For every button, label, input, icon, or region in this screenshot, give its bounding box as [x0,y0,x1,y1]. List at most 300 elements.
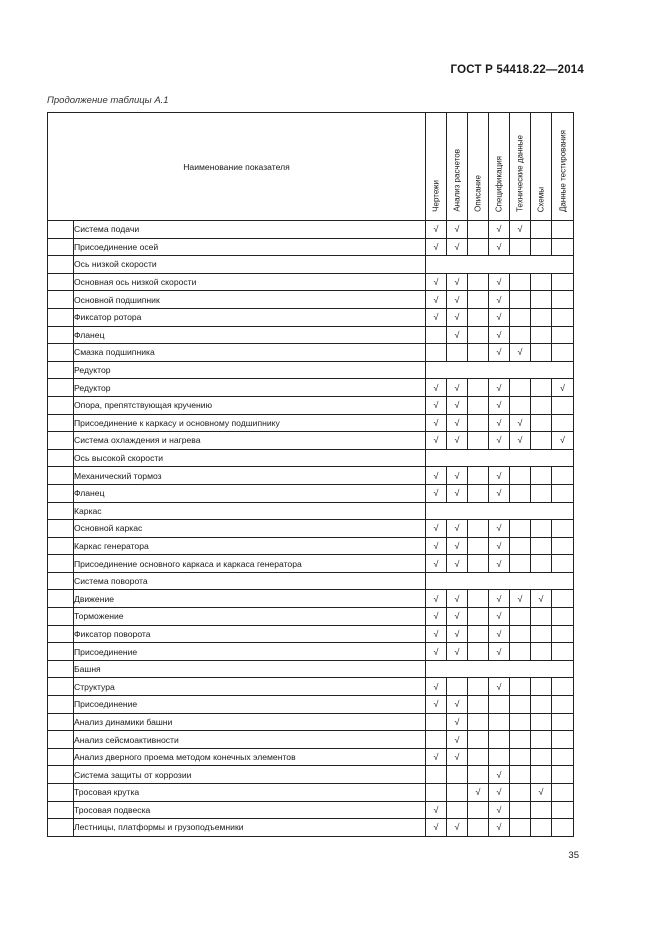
check-mark-cell [552,784,574,802]
check-mark-cell: √ [426,819,447,837]
check-mark-cell [426,784,447,802]
check-mark-cell [552,291,574,309]
check-mark-cell: √ [447,484,468,502]
check-mark-cell [468,748,489,766]
row-name-cell: Фланец [74,326,426,344]
check-mark-cell: √ [447,713,468,731]
row-name-cell: Тросовая крутка [74,784,426,802]
check-mark-cell [468,238,489,256]
column-header-description: Описание [468,113,489,221]
check-mark-cell [531,696,552,714]
check-mark-cell [552,748,574,766]
check-mark-cell [531,819,552,837]
column-header-schemes: Схемы [531,113,552,221]
check-mark-cell: √ [552,379,574,397]
check-mark-cell: √ [426,537,447,555]
check-mark-cell: √ [510,344,531,362]
document-code: ГОСТ Р 54418.22—2014 [450,64,584,76]
check-mark-cell [552,326,574,344]
check-mark-cell: √ [447,308,468,326]
check-mark-cell: √ [510,432,531,450]
check-mark-cell [468,396,489,414]
check-mark-cell: √ [447,608,468,626]
column-header-calculations: Анализ расчетов [447,113,468,221]
row-name-cell: Присоединение [74,643,426,661]
table-row [48,432,574,450]
check-mark-cell: √ [447,379,468,397]
check-mark-cell [510,801,531,819]
check-mark-cell: √ [426,748,447,766]
check-mark-cell: √ [489,396,510,414]
check-mark-cell [510,713,531,731]
check-mark-cell: √ [426,308,447,326]
row-number-cell [48,696,74,714]
row-name-cell: Каркас [74,502,426,520]
group-empty-cell [426,502,574,520]
row-number-cell [48,256,74,274]
row-name-cell: Ось низкой скорости [74,256,426,274]
check-mark-cell [531,432,552,450]
row-number-cell [48,361,74,379]
check-mark-cell [468,344,489,362]
table-row [48,273,574,291]
row-number-cell [48,590,74,608]
check-mark-cell [531,326,552,344]
check-mark-cell [426,766,447,784]
check-mark-cell [510,520,531,538]
check-mark-cell: √ [489,801,510,819]
row-number-cell [48,766,74,784]
row-number-cell [48,344,74,362]
check-mark-cell: √ [426,273,447,291]
check-mark-cell: √ [426,396,447,414]
check-mark-cell [468,537,489,555]
check-mark-cell: √ [489,520,510,538]
row-number-cell [48,238,74,256]
table-row [48,608,574,626]
check-mark-cell: √ [426,590,447,608]
check-mark-cell: √ [447,555,468,573]
table-row [48,291,574,309]
check-mark-cell: √ [447,696,468,714]
check-mark-cell [510,537,531,555]
row-name-cell: Ось высокой скорости [74,449,426,467]
check-mark-cell [447,344,468,362]
table-row [48,590,574,608]
row-number-cell [48,414,74,432]
check-mark-cell [531,625,552,643]
row-name-cell: Анализ динамики башни [74,713,426,731]
check-mark-cell: √ [447,537,468,555]
check-mark-cell: √ [447,432,468,450]
check-mark-cell: √ [447,643,468,661]
check-mark-cell [426,326,447,344]
table-row [48,819,574,837]
table-group-row [48,361,574,379]
table-row [48,344,574,362]
check-mark-cell: √ [510,414,531,432]
row-name-cell: Движение [74,590,426,608]
check-mark-cell: √ [426,291,447,309]
check-mark-cell [552,643,574,661]
row-name-cell: Основной подшипник [74,291,426,309]
table-row [48,326,574,344]
name-column-header: Наименование показателя [48,113,426,221]
check-mark-cell [510,326,531,344]
check-mark-cell [468,467,489,485]
column-header-test-data: Данные тестирования [552,113,574,221]
row-name-cell: Присоединение осей [74,238,426,256]
check-mark-cell: √ [489,678,510,696]
check-mark-cell [552,273,574,291]
row-number-cell [48,484,74,502]
check-mark-cell: √ [426,678,447,696]
check-mark-cell [468,625,489,643]
check-mark-cell [468,379,489,397]
row-name-cell: Система защиты от коррозии [74,766,426,784]
check-mark-cell [447,766,468,784]
row-number-cell [48,396,74,414]
table-row [48,414,574,432]
check-mark-cell: √ [447,396,468,414]
check-mark-cell [552,484,574,502]
row-number-cell [48,308,74,326]
check-mark-cell [510,396,531,414]
row-name-cell: Редуктор [74,379,426,397]
row-name-cell: Присоединение к каркасу и основному подшипнику [74,414,426,432]
table-row [48,643,574,661]
check-mark-cell: √ [447,414,468,432]
check-mark-cell: √ [447,326,468,344]
check-mark-cell: √ [447,467,468,485]
check-mark-cell: √ [426,520,447,538]
check-mark-cell: √ [426,801,447,819]
check-mark-cell: √ [489,590,510,608]
row-name-cell: Редуктор [74,361,426,379]
row-name-cell: Система поворота [74,572,426,590]
check-mark-cell [552,396,574,414]
table-row [48,713,574,731]
check-mark-cell: √ [447,221,468,239]
check-mark-cell [531,484,552,502]
check-mark-cell [552,590,574,608]
column-header-specification: Спецификация [489,113,510,221]
row-number-cell [48,379,74,397]
row-number-cell [48,555,74,573]
row-number-cell [48,784,74,802]
check-mark-cell [426,344,447,362]
check-mark-cell: √ [489,326,510,344]
check-mark-cell [552,731,574,749]
column-header-technical-data: Технические данные [510,113,531,221]
check-mark-cell [489,731,510,749]
check-mark-cell [468,608,489,626]
row-number-cell [48,537,74,555]
check-mark-cell [468,555,489,573]
check-mark-cell [510,291,531,309]
row-name-cell: Анализ сейсмоактивности [74,731,426,749]
check-mark-cell [552,537,574,555]
check-mark-cell: √ [426,608,447,626]
check-mark-cell [468,326,489,344]
check-mark-cell: √ [489,238,510,256]
check-mark-cell [510,748,531,766]
check-mark-cell: √ [489,643,510,661]
check-mark-cell: √ [489,273,510,291]
check-mark-cell [426,731,447,749]
check-mark-cell [531,748,552,766]
check-mark-cell: √ [447,238,468,256]
row-number-cell [48,273,74,291]
check-mark-cell [510,678,531,696]
table-row [48,555,574,573]
check-mark-cell [468,221,489,239]
check-mark-cell [468,696,489,714]
table-row [48,238,574,256]
table-row [48,784,574,802]
row-number-cell [48,467,74,485]
row-number-cell [48,221,74,239]
check-mark-cell [552,801,574,819]
check-mark-cell: √ [489,467,510,485]
check-mark-cell: √ [447,819,468,837]
check-mark-cell: √ [489,432,510,450]
check-mark-cell [510,555,531,573]
row-name-cell: Система подачи [74,221,426,239]
check-mark-cell [552,625,574,643]
check-mark-cell: √ [426,414,447,432]
check-mark-cell: √ [489,484,510,502]
check-mark-cell: √ [489,625,510,643]
row-name-cell: Основной каркас [74,520,426,538]
check-mark-cell [468,484,489,502]
check-mark-cell [552,713,574,731]
page-number: 35 [568,850,579,861]
check-mark-cell [531,678,552,696]
check-mark-cell: √ [489,555,510,573]
check-mark-cell [552,344,574,362]
row-number-cell [48,291,74,309]
check-mark-cell [531,396,552,414]
check-mark-cell: √ [447,291,468,309]
check-mark-cell: √ [426,379,447,397]
check-mark-cell [552,766,574,784]
row-number-cell [48,731,74,749]
row-number-cell [48,608,74,626]
check-mark-cell [489,696,510,714]
table-row [48,766,574,784]
row-number-cell [48,625,74,643]
table-row [48,696,574,714]
row-number-cell [48,502,74,520]
check-mark-cell [510,608,531,626]
check-mark-cell: √ [489,766,510,784]
check-mark-cell: √ [489,819,510,837]
check-mark-cell [468,731,489,749]
check-mark-cell: √ [510,221,531,239]
check-mark-cell [510,273,531,291]
row-name-cell: Торможение [74,608,426,626]
check-mark-cell [531,467,552,485]
table-row [48,467,574,485]
check-mark-cell: √ [489,221,510,239]
check-mark-cell: √ [426,221,447,239]
table-group-row [48,660,574,678]
check-mark-cell [447,784,468,802]
check-mark-cell: √ [426,696,447,714]
check-mark-cell [552,414,574,432]
check-mark-cell [552,520,574,538]
check-mark-cell [468,291,489,309]
table-row [48,537,574,555]
check-mark-cell [552,221,574,239]
check-mark-cell [510,625,531,643]
row-name-cell: Фиксатор поворота [74,625,426,643]
table-row [48,801,574,819]
check-mark-cell: √ [531,784,552,802]
table-caption: Продолжение таблицы А.1 [47,95,169,106]
row-name-cell: Механический тормоз [74,467,426,485]
check-mark-cell [531,537,552,555]
check-mark-cell [510,643,531,661]
check-mark-cell [510,308,531,326]
check-mark-cell [552,308,574,326]
check-mark-cell [510,731,531,749]
check-mark-cell [489,748,510,766]
check-mark-cell [531,238,552,256]
row-name-cell: Присоединение [74,696,426,714]
row-name-cell: Фланец [74,484,426,502]
check-mark-cell: √ [447,625,468,643]
check-mark-cell: √ [447,748,468,766]
group-empty-cell [426,572,574,590]
table-group-row [48,502,574,520]
check-mark-cell: √ [552,432,574,450]
check-mark-cell [468,432,489,450]
row-name-cell: Опора, препятствующая кручению [74,396,426,414]
check-mark-cell [531,766,552,784]
check-mark-cell [510,379,531,397]
check-mark-cell: √ [447,731,468,749]
check-mark-cell [531,273,552,291]
group-empty-cell [426,449,574,467]
check-mark-cell: √ [489,308,510,326]
check-mark-cell: √ [489,291,510,309]
table-row [48,396,574,414]
row-number-cell [48,801,74,819]
check-mark-cell: √ [426,484,447,502]
row-number-cell [48,449,74,467]
group-empty-cell [426,660,574,678]
check-mark-cell [468,713,489,731]
check-mark-cell [510,819,531,837]
check-mark-cell: √ [447,520,468,538]
check-mark-cell [531,555,552,573]
row-number-cell [48,748,74,766]
check-mark-cell [531,379,552,397]
row-number-cell [48,432,74,450]
row-name-cell: Основная ось низкой скорости [74,273,426,291]
check-mark-cell [531,221,552,239]
check-mark-cell [468,308,489,326]
check-mark-cell [468,643,489,661]
check-mark-cell [531,308,552,326]
check-mark-cell: √ [426,238,447,256]
check-mark-cell [468,273,489,291]
check-mark-cell: √ [489,537,510,555]
row-number-cell [48,678,74,696]
row-number-cell [48,660,74,678]
row-number-cell [48,713,74,731]
row-name-cell: Башня [74,660,426,678]
check-mark-cell [510,484,531,502]
check-mark-cell [531,414,552,432]
check-mark-cell: √ [489,414,510,432]
check-mark-cell: √ [447,273,468,291]
check-mark-cell: √ [489,379,510,397]
check-mark-cell: √ [468,784,489,802]
row-name-cell: Анализ дверного проема методом конечных элементов [74,748,426,766]
row-name-cell: Тросовая подвеска [74,801,426,819]
table-group-row [48,572,574,590]
group-empty-cell [426,361,574,379]
check-mark-cell [552,819,574,837]
check-mark-cell [552,608,574,626]
table-row [48,731,574,749]
check-mark-cell [468,766,489,784]
table-group-row [48,256,574,274]
check-mark-cell [510,238,531,256]
check-mark-cell [531,520,552,538]
row-name-cell: Присоединение основного каркаса и каркаса генератора [74,555,426,573]
row-number-cell [48,520,74,538]
check-mark-cell [531,344,552,362]
check-mark-cell [468,520,489,538]
check-mark-cell [531,713,552,731]
table-body [48,221,574,837]
row-number-cell [48,643,74,661]
check-mark-cell [552,238,574,256]
check-mark-cell: √ [426,432,447,450]
check-mark-cell [447,678,468,696]
row-number-cell [48,819,74,837]
check-mark-cell [510,696,531,714]
table-row [48,748,574,766]
row-name-cell: Структура [74,678,426,696]
table-row [48,484,574,502]
check-mark-cell [426,713,447,731]
check-mark-cell: √ [489,784,510,802]
row-name-cell: Смазка подшипника [74,344,426,362]
column-header-drawings: Чертежи [426,113,447,221]
check-mark-cell [531,731,552,749]
check-mark-cell: √ [426,625,447,643]
check-mark-cell [468,801,489,819]
check-mark-cell [468,819,489,837]
check-mark-cell [531,801,552,819]
check-mark-cell: √ [426,643,447,661]
check-mark-cell: √ [510,590,531,608]
table-group-row [48,449,574,467]
check-mark-cell [489,713,510,731]
check-mark-cell: √ [489,608,510,626]
table-row [48,221,574,239]
check-mark-cell [447,801,468,819]
row-number-cell [48,572,74,590]
indicators-table [47,112,574,837]
check-mark-cell [468,590,489,608]
row-name-cell: Система охлаждения и нагрева [74,432,426,450]
